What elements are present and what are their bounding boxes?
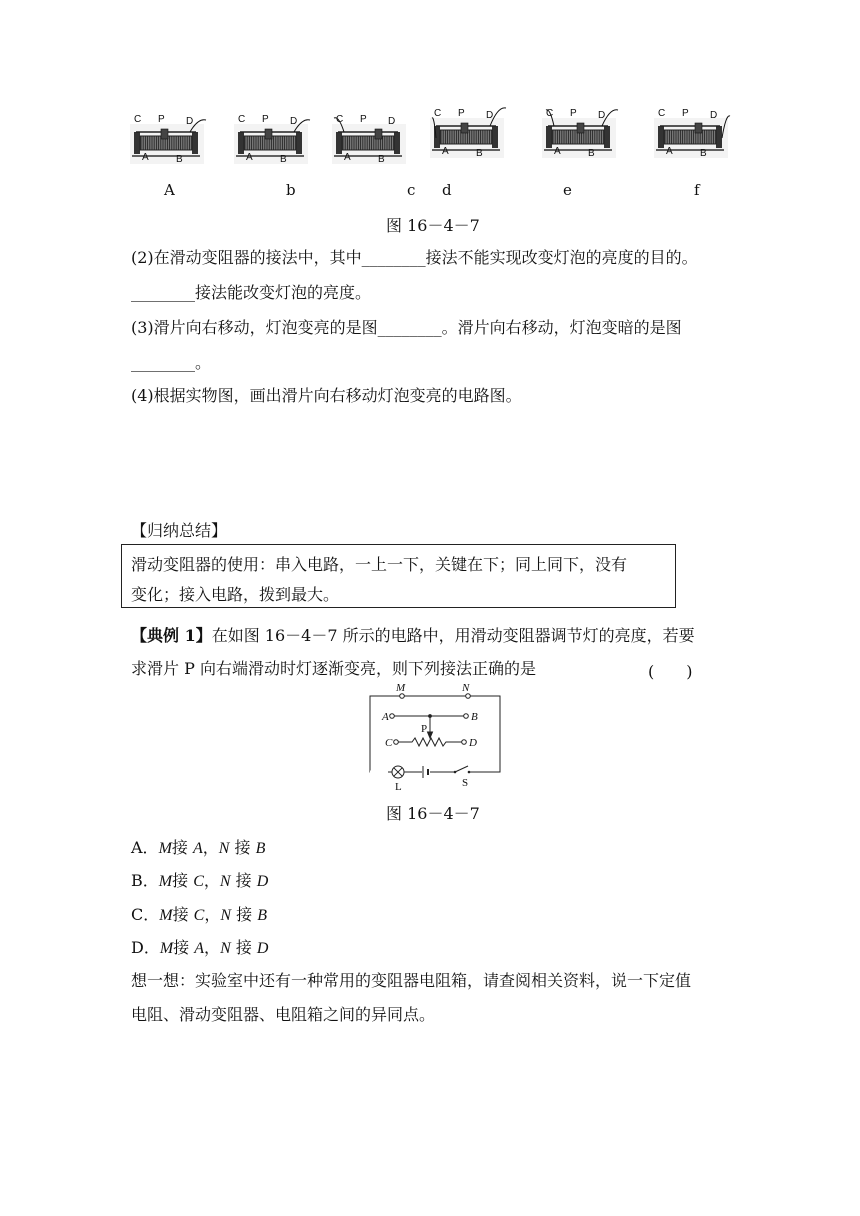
terminal-label-a: A <box>142 152 149 163</box>
rheostat-label-e: e <box>563 181 572 199</box>
question-4: (4)根据实物图，画出滑片向右移动灯泡变亮的电路图。 <box>131 386 522 405</box>
terminal-label-c: C <box>238 114 246 125</box>
terminal-label-a: A <box>246 152 253 163</box>
option-terminal-1: C <box>193 873 204 890</box>
summary-box <box>121 544 676 608</box>
option-letter: D． <box>131 938 160 957</box>
terminal-label-b: B <box>476 148 483 159</box>
terminal-label-a: A <box>344 152 351 163</box>
option-terminal-2: D <box>256 873 269 890</box>
terminal-label-p: P <box>158 114 165 125</box>
option-sep: ， <box>204 938 221 957</box>
rheostat-image-e <box>540 104 620 160</box>
terminal-label-b: B <box>700 148 707 159</box>
rheostat-image-a <box>128 110 208 166</box>
option-m: M <box>158 840 172 857</box>
terminal-label-p: P <box>682 108 689 119</box>
terminal-label-p: P <box>262 114 269 125</box>
terminal-m <box>400 694 405 699</box>
terminal-b <box>464 714 469 719</box>
summary-line1: 滑动变阻器的使用：串入电路，一上一下，关键在下；同上同下，没有 <box>131 555 628 574</box>
option-mid: 接 <box>172 905 194 924</box>
terminal-c <box>394 740 399 745</box>
rheostat-label-d: d <box>442 181 452 199</box>
label-l: L <box>395 781 402 793</box>
option-mid: 接 <box>171 838 193 857</box>
option-mid2: 接 <box>231 905 258 924</box>
summary-line2: 变化；接入电路，拨到最大。 <box>131 585 340 604</box>
option-terminal-1: A <box>192 840 203 857</box>
label-n: N <box>462 682 470 694</box>
terminal-label-c: C <box>434 108 442 119</box>
example-text1: 在如图 16－4－7 所示的电路中，用滑动变阻器调节灯的亮度，若要 <box>211 626 695 645</box>
option-n: N <box>218 840 230 857</box>
label-m: M <box>396 682 406 694</box>
option-c[interactable] <box>131 902 267 925</box>
question-2-line1: (2)在滑动变阻器的接法中，其中________接法不能实现改变灯泡的亮度的目的。 <box>131 248 698 267</box>
label-d: D <box>469 737 477 749</box>
terminal-label-b: B <box>280 154 287 165</box>
option-terminal-2: B <box>255 840 266 857</box>
rheostat-label-f: f <box>694 181 700 199</box>
label-p: P <box>421 723 428 735</box>
terminal-label-d: D <box>186 116 194 127</box>
junction-dot <box>429 715 432 718</box>
option-mid2: 接 <box>230 871 257 890</box>
figure2-caption: 图 16－4－7 <box>386 804 480 823</box>
label-s: S <box>462 777 469 789</box>
terminal-label-c: C <box>658 108 666 119</box>
terminal-label-a: A <box>666 146 673 157</box>
option-mid2: 接 <box>229 838 256 857</box>
rheostat-label-b: b <box>286 181 296 199</box>
option-n: N <box>220 940 231 957</box>
terminal-label-p: P <box>360 114 367 125</box>
option-terminal-1: C <box>193 907 205 924</box>
option-b[interactable] <box>131 868 268 891</box>
summary-heading: 【归纳总结】 <box>131 521 228 540</box>
option-mid: 接 <box>172 871 194 890</box>
option-terminal-2: D <box>256 940 269 957</box>
terminal-label-b: B <box>176 154 183 165</box>
terminal-label-c: C <box>134 114 142 125</box>
rheostat-image-c <box>330 110 410 166</box>
terminal-label-d: D <box>290 116 298 127</box>
battery-icon <box>422 765 430 779</box>
question-3-line2: ________。 <box>131 353 212 372</box>
think-line2: 电阻、滑动变阻器、电阻箱之间的异同点。 <box>131 1005 436 1024</box>
example-line2: 求滑片 P 向右端滑动时灯逐渐变亮，则下列接法正确的是 <box>131 659 536 678</box>
label-b: B <box>471 711 478 723</box>
example-tag: 【典例 1】 <box>131 626 212 645</box>
answer-bracket: ( ) <box>648 662 693 681</box>
option-mid: 接 <box>173 938 195 957</box>
terminal-d <box>462 740 467 745</box>
rheostat-label-c: c <box>407 181 416 199</box>
option-n: N <box>220 907 232 924</box>
rheostat-image-b <box>232 110 312 166</box>
option-letter: A． <box>131 838 159 857</box>
rheostat-label-a: A <box>164 181 175 199</box>
question-2-line2: ________接法能改变灯泡的亮度。 <box>131 283 372 302</box>
think-line1: 想一想：实验室中还有一种常用的变阻器电阻箱，请查阅相关资料，说一下定值 <box>131 971 692 990</box>
option-a[interactable] <box>131 835 265 858</box>
terminal-label-d: D <box>598 110 606 121</box>
rheostat-image-d <box>428 104 508 160</box>
label-a: A <box>382 711 389 723</box>
circuit-diagram <box>366 682 510 794</box>
option-letter: B． <box>131 871 159 890</box>
option-sep: ， <box>204 905 221 924</box>
option-sep: ， <box>202 838 219 857</box>
option-terminal-1: A <box>194 940 205 957</box>
figure1-caption: 图 16－4－7 <box>386 216 480 235</box>
terminal-label-a: A <box>554 146 561 157</box>
terminal-label-p: P <box>458 108 465 119</box>
option-n: N <box>219 873 231 890</box>
terminal-label-d: D <box>710 110 718 121</box>
terminal-label-c: C <box>546 108 554 119</box>
switch-icon <box>454 766 471 776</box>
terminal-label-b: B <box>588 148 595 159</box>
terminal-n <box>466 694 471 699</box>
option-m: M <box>159 940 174 957</box>
terminal-label-c: C <box>336 114 344 125</box>
rheostat-image-f <box>652 104 732 160</box>
option-sep: ， <box>203 871 220 890</box>
terminal-label-d: D <box>388 116 396 127</box>
option-mid2: 接 <box>230 938 257 957</box>
label-c: C <box>385 737 393 749</box>
option-m: M <box>158 873 173 890</box>
terminal-label-d: D <box>486 110 494 121</box>
example-line1 <box>131 626 695 646</box>
terminal-a <box>390 714 395 719</box>
terminal-label-b: B <box>378 154 385 165</box>
option-letter: C． <box>131 905 160 924</box>
option-m: M <box>159 907 173 924</box>
terminal-label-a: A <box>442 146 449 157</box>
option-d[interactable] <box>131 935 268 958</box>
question-3-line1: (3)滑片向右移动，灯泡变亮的是图________。滑片向右移动，灯泡变暗的是图 <box>131 318 682 337</box>
terminal-label-p: P <box>570 108 577 119</box>
option-terminal-2: B <box>257 907 267 924</box>
